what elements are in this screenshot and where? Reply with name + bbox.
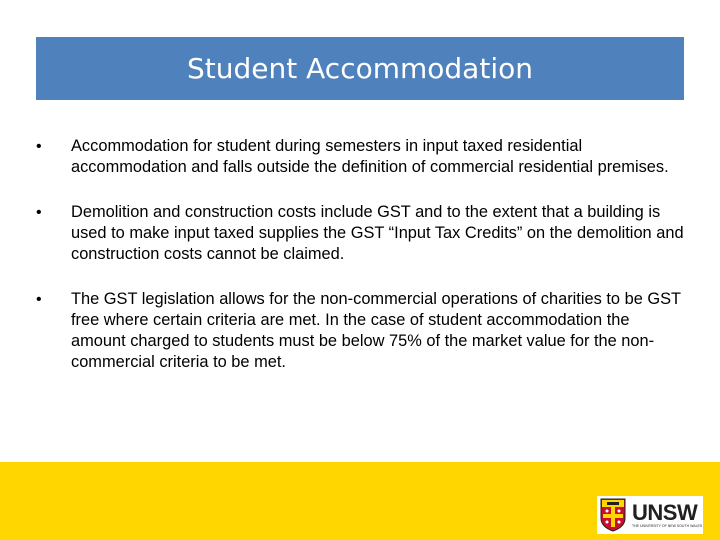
logo-name: UNSW xyxy=(632,499,698,525)
bullet-item xyxy=(36,289,686,373)
bullet-marker: • xyxy=(36,291,42,308)
bullet-text: Accommodation for student during semesters in input taxed residential accommodation and falls outside the definition of commercial residential premises. xyxy=(71,137,669,176)
unsw-crest-icon xyxy=(600,498,626,532)
bullet-marker: • xyxy=(36,138,42,155)
bullet-list xyxy=(36,136,686,397)
bullet-text: Demolition and construction costs include GST and to the extent that a building is used to make input taxed supplies the GST “Input Tax Credits” on the demolition and construction costs cannot be claimed. xyxy=(71,203,684,263)
bullet-item xyxy=(36,202,686,265)
bullet-text: The GST legislation allows for the non-commercial operations of charities to be GST free where certain criteria are met. In the case of student accommodation the amount charged to students must be below 75% of the market value for the non-commercial criteria to be met. xyxy=(71,290,681,371)
unsw-logo xyxy=(597,496,703,534)
logo-subtitle: THE UNIVERSITY OF NEW SOUTH WALES xyxy=(632,523,703,528)
title-banner xyxy=(36,37,684,100)
bullet-item xyxy=(36,136,686,178)
bullet-marker: • xyxy=(36,204,42,221)
logo-wordmark xyxy=(632,499,703,529)
slide-title: Student Accommodation xyxy=(187,52,533,85)
